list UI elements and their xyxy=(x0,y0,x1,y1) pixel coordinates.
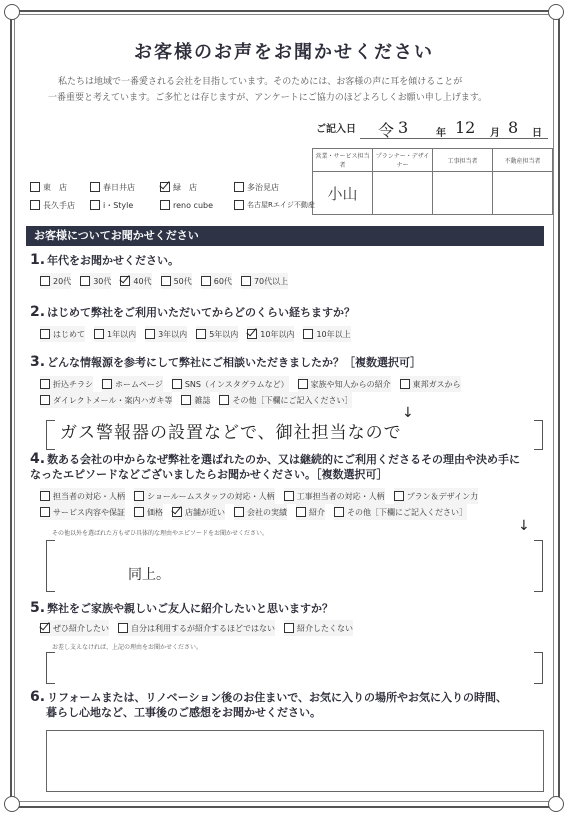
section-header: お客様についてお聞かせください xyxy=(26,226,544,246)
option[interactable]: 家族や知人からの紹介 xyxy=(298,376,391,392)
question-4-line2: なったエピソードなどございましたらお聞かせください。［複数選択可］ xyxy=(30,468,388,481)
answer-bracket-left xyxy=(46,540,55,592)
store-option[interactable]: 緑 店 xyxy=(160,182,224,193)
checkbox[interactable] xyxy=(30,182,40,192)
date-label: ご記入日 xyxy=(316,124,356,135)
arrow-down-icon: ↓ xyxy=(402,405,414,421)
question-4: 4. 数ある会社の中からなぜ弊社を選ばれたのか、又は継続的にご利用くださるその理由や決め手に なったエピソードなどございましたらお聞かせください。［複数選択可］ xyxy=(30,451,521,481)
checkbox[interactable] xyxy=(400,379,410,389)
option[interactable]: プラン＆デザイン力 xyxy=(394,488,478,504)
option[interactable]: 雑誌 xyxy=(181,392,210,408)
question-2: 2. はじめて弊社をご利用いただいてからどのくらい経ちますか？ xyxy=(30,304,356,320)
checkbox[interactable] xyxy=(160,200,170,210)
checkbox[interactable] xyxy=(40,379,50,389)
staff-table xyxy=(312,148,553,215)
corner-ornament xyxy=(4,4,20,20)
arrow-down-icon: ↓ xyxy=(518,518,530,534)
checkbox[interactable] xyxy=(40,276,50,286)
option[interactable]: 折込チラシ xyxy=(40,376,93,392)
checkbox[interactable] xyxy=(234,182,244,192)
option[interactable]: 70代以上 xyxy=(241,273,288,289)
answer-bracket-left xyxy=(46,652,55,684)
corner-ornament xyxy=(548,796,564,812)
checkbox[interactable] xyxy=(90,200,100,210)
option[interactable]: 自分は利用するが紹介するほどではない xyxy=(118,620,275,636)
checkbox[interactable] xyxy=(296,507,306,517)
checkbox[interactable] xyxy=(40,491,50,501)
option[interactable]: 価格 xyxy=(134,504,163,520)
checkbox[interactable] xyxy=(30,200,40,210)
option[interactable]: 10年以上 xyxy=(303,326,350,342)
month-unit: 月 xyxy=(490,128,500,139)
q5-options xyxy=(40,620,362,636)
option[interactable]: 30代 xyxy=(80,273,111,289)
intro-text xyxy=(48,74,538,106)
option[interactable]: 5年以内 xyxy=(196,326,238,342)
q1-options xyxy=(40,273,297,289)
option[interactable]: 店舗が近い xyxy=(172,504,225,520)
store-row xyxy=(30,196,325,214)
store-option[interactable]: 名古屋Rエイジ不動産 xyxy=(234,200,315,210)
option[interactable]: 東邦ガスから xyxy=(400,376,461,392)
checkbox[interactable] xyxy=(40,507,50,517)
checkbox[interactable] xyxy=(40,329,50,339)
checkbox[interactable] xyxy=(181,395,191,405)
option[interactable]: 紹介したくない xyxy=(284,620,353,636)
checkbox[interactable] xyxy=(80,276,90,286)
q4-options xyxy=(40,488,540,520)
date-year[interactable]: 3 xyxy=(398,118,409,137)
answer-bracket-right xyxy=(534,540,543,592)
question-3: 3. どんな情報源を参考にして弊社にご相談いただきましたか？［複数選択可］ xyxy=(30,354,422,370)
staff-header: プランナー・デザイナー xyxy=(373,149,433,172)
option[interactable]: 担当者の対応・人柄 xyxy=(40,488,125,504)
checkbox[interactable] xyxy=(284,623,294,633)
checkbox[interactable] xyxy=(161,276,171,286)
staff-header: 営業・サービス担当者 xyxy=(313,149,373,172)
option[interactable]: 紹介 xyxy=(296,504,325,520)
store-option[interactable]: 長久手店 xyxy=(30,200,80,211)
store-option[interactable]: i・Style xyxy=(90,200,150,211)
date-day[interactable]: 8 xyxy=(508,118,519,137)
question-6: 6. リフォームまたは、リノベーション後のお住まいで、お気に入りの場所やお気に入りの時間、 暮らし心地など、工事後のご感想をお聞かせください。 xyxy=(30,689,507,719)
checkbox[interactable] xyxy=(90,182,100,192)
option[interactable]: 20代 xyxy=(40,273,71,289)
option[interactable]: その他［下欄にご記入ください］ xyxy=(219,392,352,408)
intro-line: 私たちは地域で一番愛される会社を目指しています。そのためには、お客様の声に耳を傾けることが xyxy=(58,77,463,87)
checkbox[interactable] xyxy=(102,379,112,389)
answer-bracket-right xyxy=(534,652,543,684)
checkbox[interactable] xyxy=(118,623,128,633)
option[interactable]: SNS（インスタグラムなど） xyxy=(172,376,289,392)
question-5: 5. 弊社をご家族や親しいご友人に紹介したいと思いますか？ xyxy=(30,600,334,616)
store-option[interactable]: reno cube xyxy=(160,200,224,210)
q6-answer-box[interactable] xyxy=(46,730,544,792)
day-unit: 日 xyxy=(532,128,542,139)
staff-sales-value[interactable]: 小山 xyxy=(313,172,373,215)
staff-header: 不動産担当者 xyxy=(493,149,553,172)
answer-bracket-left xyxy=(46,420,55,450)
staff-realestate-value[interactable] xyxy=(493,172,553,215)
q2-options xyxy=(40,326,360,342)
store-option[interactable]: 多治見店 xyxy=(234,182,279,193)
option[interactable]: 3年以内 xyxy=(145,326,187,342)
checkbox-checked[interactable] xyxy=(40,623,50,633)
date-era[interactable]: 令 xyxy=(378,121,395,140)
checkbox[interactable] xyxy=(241,276,251,286)
checkbox[interactable] xyxy=(172,379,182,389)
page-title: お客様のお声をお聞かせください xyxy=(134,42,434,63)
checkbox-checked[interactable] xyxy=(247,329,257,339)
q3-handwritten-answer[interactable]: ガス警報器の設置などで、御社担当なので xyxy=(60,423,402,443)
q4-note: その他以外を選ばれた方もぜひ具体的な理由やエピソードをお聞かせください。 xyxy=(52,530,269,537)
store-row xyxy=(30,178,325,196)
option[interactable]: ぜひ紹介したい xyxy=(40,620,109,636)
q3-options xyxy=(40,376,540,408)
store-checklist xyxy=(30,178,325,214)
q4-handwritten-answer[interactable]: 同上。 xyxy=(128,567,170,583)
checkbox[interactable] xyxy=(334,507,344,517)
checkbox-checked[interactable] xyxy=(160,182,170,192)
checkbox[interactable] xyxy=(234,200,244,210)
option[interactable]: 60代 xyxy=(201,273,232,289)
checkbox[interactable] xyxy=(134,491,144,501)
year-unit: 年 xyxy=(436,128,446,139)
checkbox[interactable] xyxy=(196,329,206,339)
checkbox-checked[interactable] xyxy=(120,276,130,286)
question-1: 1. 年代をお聞かせください。 xyxy=(30,252,180,268)
answer-bracket-right xyxy=(534,420,543,450)
checkbox[interactable] xyxy=(134,507,144,517)
option[interactable]: はじめて xyxy=(40,326,85,342)
staff-header: 工事担当者 xyxy=(433,149,493,172)
checkbox[interactable] xyxy=(201,276,211,286)
option[interactable]: 50代 xyxy=(161,273,192,289)
question-6-line2: 暮らし心地など、工事後のご感想をお聞かせください。 xyxy=(46,706,321,719)
corner-ornament xyxy=(4,796,20,812)
date-month[interactable]: 12 xyxy=(455,118,476,137)
option[interactable]: 40代 xyxy=(120,273,151,289)
option[interactable]: ショールームスタッフの対応・人柄 xyxy=(134,488,275,504)
checkbox[interactable] xyxy=(94,329,104,339)
checkbox[interactable] xyxy=(298,379,308,389)
date-entry xyxy=(316,120,356,135)
option[interactable]: ホームページ xyxy=(102,376,163,392)
option[interactable]: サービス内容や保証 xyxy=(40,504,125,520)
store-option[interactable]: 東 店 xyxy=(30,182,80,193)
checkbox[interactable] xyxy=(284,491,294,501)
staff-construction-value[interactable] xyxy=(433,172,493,215)
store-option[interactable]: 春日井店 xyxy=(90,182,150,193)
option[interactable]: ダイレクトメール・案内ハガキ等 xyxy=(40,392,172,408)
date-underline xyxy=(360,138,548,139)
checkbox[interactable] xyxy=(234,507,244,517)
intro-line: 一番重要と考えています。ご多忙とは存じますが、アンケートにご協力のほどよろしくお願い申し上げます。 xyxy=(48,93,488,103)
staff-planner-value[interactable] xyxy=(373,172,433,215)
option[interactable]: その他［下欄にご記入ください］ xyxy=(334,504,467,520)
option[interactable]: 会社の実績 xyxy=(234,504,287,520)
checkbox[interactable] xyxy=(303,329,313,339)
corner-ornament xyxy=(548,4,564,20)
option[interactable]: 工事担当者の対応・人柄 xyxy=(284,488,385,504)
checkbox-checked[interactable] xyxy=(172,507,182,517)
option[interactable]: 10年以内 xyxy=(247,326,294,342)
q5-note: お差し支えなければ、上記の理由をお聞かせください。 xyxy=(52,644,203,651)
checkbox[interactable] xyxy=(40,395,50,405)
checkbox[interactable] xyxy=(219,395,229,405)
checkbox[interactable] xyxy=(394,491,404,501)
option[interactable]: 1年以内 xyxy=(94,326,136,342)
checkbox[interactable] xyxy=(145,329,155,339)
